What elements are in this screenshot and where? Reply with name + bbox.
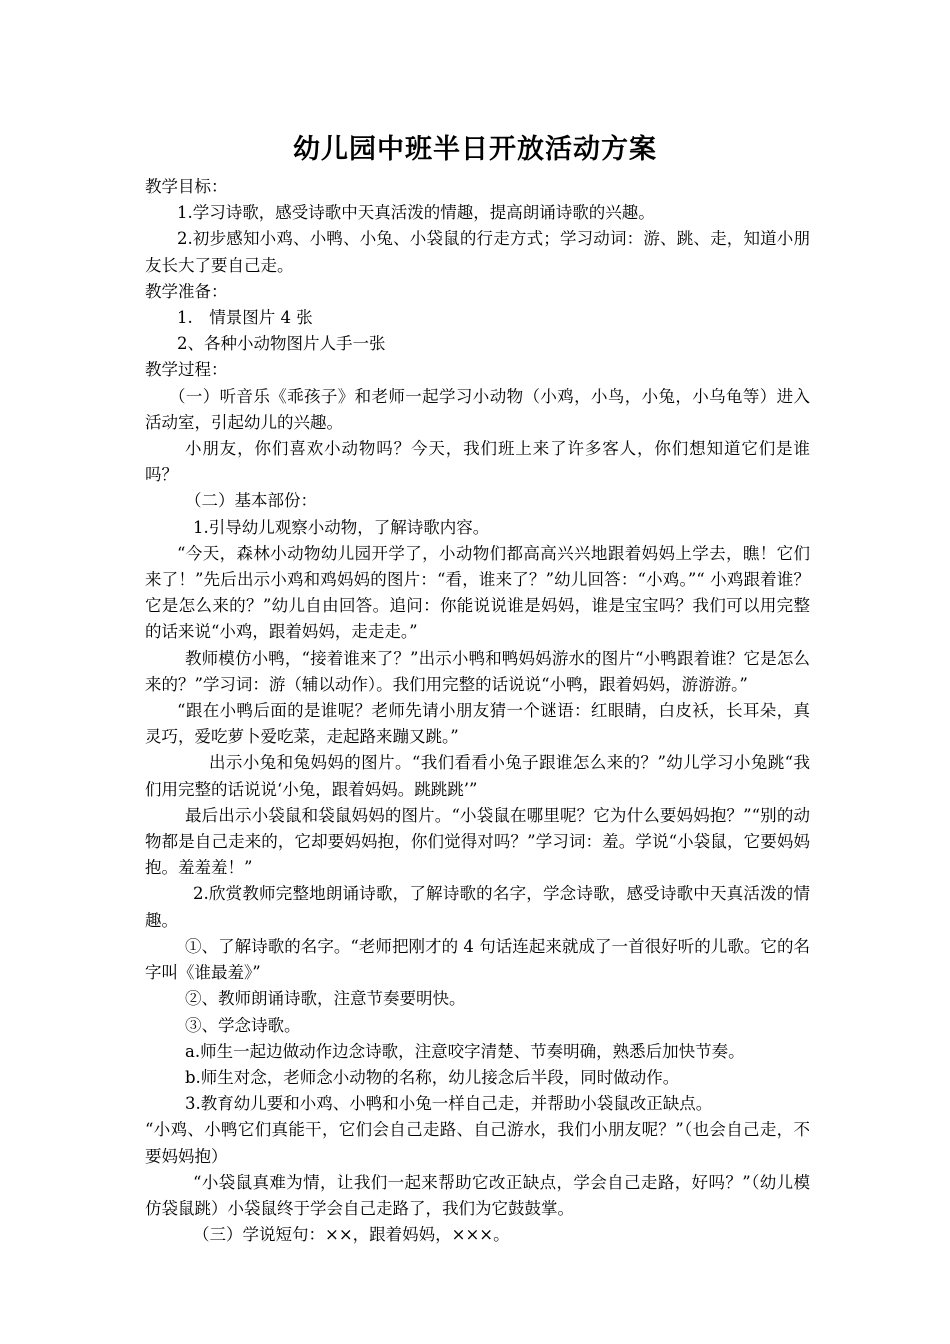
paragraph: 1.学习诗歌，感受诗歌中天真活泼的情趣，提高朗诵诗歌的兴趣。: [177, 203, 655, 223]
paragraph: 1.引导幼儿观察小动物，了解诗歌内容。: [193, 517, 490, 537]
paragraph: 教师模仿小鸭，“接着谁来了？”出示小鸭和鸭妈妈游水的图片“小鸭跟着谁？它是怎么来的？”学习词：游（辅以动作）。我们用完整的话说说“小鸭，跟着妈妈，游游游。”: [145, 648, 810, 694]
paragraph: ③、学念诗歌。: [185, 1015, 301, 1035]
section-heading-goals: 教学目标：: [145, 177, 228, 196]
paragraph: 2、各种小动物图片人手一张: [177, 334, 386, 354]
paragraph: a.师生一起边做动作边念诗歌，注意咬字清楚、节奏明确，熟悉后加快节奏。: [185, 1041, 745, 1061]
paragraph: b.师生对念，老师念小动物的名称，幼儿接念后半段，同时做动作。: [185, 1067, 680, 1087]
paragraph: 2.欣赏教师完整地朗诵诗歌，了解诗歌的名字，学念诗歌，感受诗歌中天真活泼的情趣。: [145, 884, 810, 930]
paragraph: （一）听音乐《乖孩子》和老师一起学习小动物（小鸡，小鸟，小兔，小乌龟等）进入活动室，引起幼儿的兴趣。: [145, 386, 810, 432]
paragraph: “小鸡、小鸭它们真能干，它们会自己走路、自己游水，我们小朋友呢？”（也会自己走，不要妈妈抱）: [145, 1120, 810, 1166]
paragraph: “小袋鼠真难为情，让我们一起来帮助它改正缺点，学会自己走路，好吗？”（幼儿模仿袋鼠跳）小袋鼠终于学会自己走路了，我们为它鼓鼓掌。: [145, 1172, 810, 1218]
paragraph: 2.初步感知小鸡、小鸭、小兔、小袋鼠的行走方式；学习动词：游、跳、走，知道小朋友长大了要自己走。: [145, 229, 810, 275]
paragraph: 1. 情景图片 4 张: [177, 308, 313, 328]
paragraph: ①、了解诗歌的名字。“老师把刚才的 4 句话连起来就成了一首很好听的儿歌。它的名字叫《谁最羞》”: [145, 936, 810, 983]
paragraph: “跟在小鸭后面的是谁呢？老师先请小朋友猜一个谜语：红眼睛，白皮袄，长耳朵，真灵巧，爱吃萝卜爱吃菜，走起路来蹦又跳。”: [145, 701, 810, 747]
subsection-heading: （二）基本部份：: [185, 491, 317, 511]
paragraph: 出示小兔和兔妈妈的图片。“我们看看小兔子跟谁怎么来的？”幼儿学习小兔跳“我们用完整的话说说‘小兔，跟着妈妈。跳跳跳’”: [145, 753, 810, 799]
document-body: [145, 174, 810, 1248]
paragraph: ②、教师朗诵诗歌，注意节奏要明快。: [185, 989, 466, 1009]
paragraph: 3.教育幼儿要和小鸡、小鸭和小兔一样自己走，并帮助小袋鼠改正缺点。: [185, 1094, 713, 1114]
document-title: 幼儿园中班半日开放活动方案: [293, 134, 657, 165]
section-heading-process: 教学过程：: [145, 360, 228, 380]
paragraph: 最后出示小袋鼠和袋鼠妈妈的图片。“小袋鼠在哪里呢？它为什么要妈妈抱？”“别的动物都是自己走来的，它却要妈妈抱，你们觉得对吗？”学习词：羞。学说“小袋鼠，它要妈妈抱。羞羞羞！”: [145, 805, 810, 878]
subsection-heading: （三）学说短句：××，跟着妈妈，×××。: [193, 1225, 510, 1245]
paragraph: 小朋友，你们喜欢小动物吗？今天，我们班上来了许多客人，你们想知道它们是谁吗？: [145, 439, 810, 485]
paragraph: “今天，森林小动物幼儿园开学了，小动物们都高高兴兴地跟着妈妈上学去，瞧！它们来了！”先后出示小鸡和鸡妈妈的图片：“看，谁来了？”幼儿回答：“小鸡。”“ 小鸡跟着谁？它是怎么来的？”幼儿自由回答。追问：你能说说谁是妈妈，谁是宝宝吗？我们可以用完整的话来说“小鸡，跟着妈妈，走走走。”: [145, 543, 810, 642]
section-heading-preparation: 教学准备：: [145, 281, 228, 301]
